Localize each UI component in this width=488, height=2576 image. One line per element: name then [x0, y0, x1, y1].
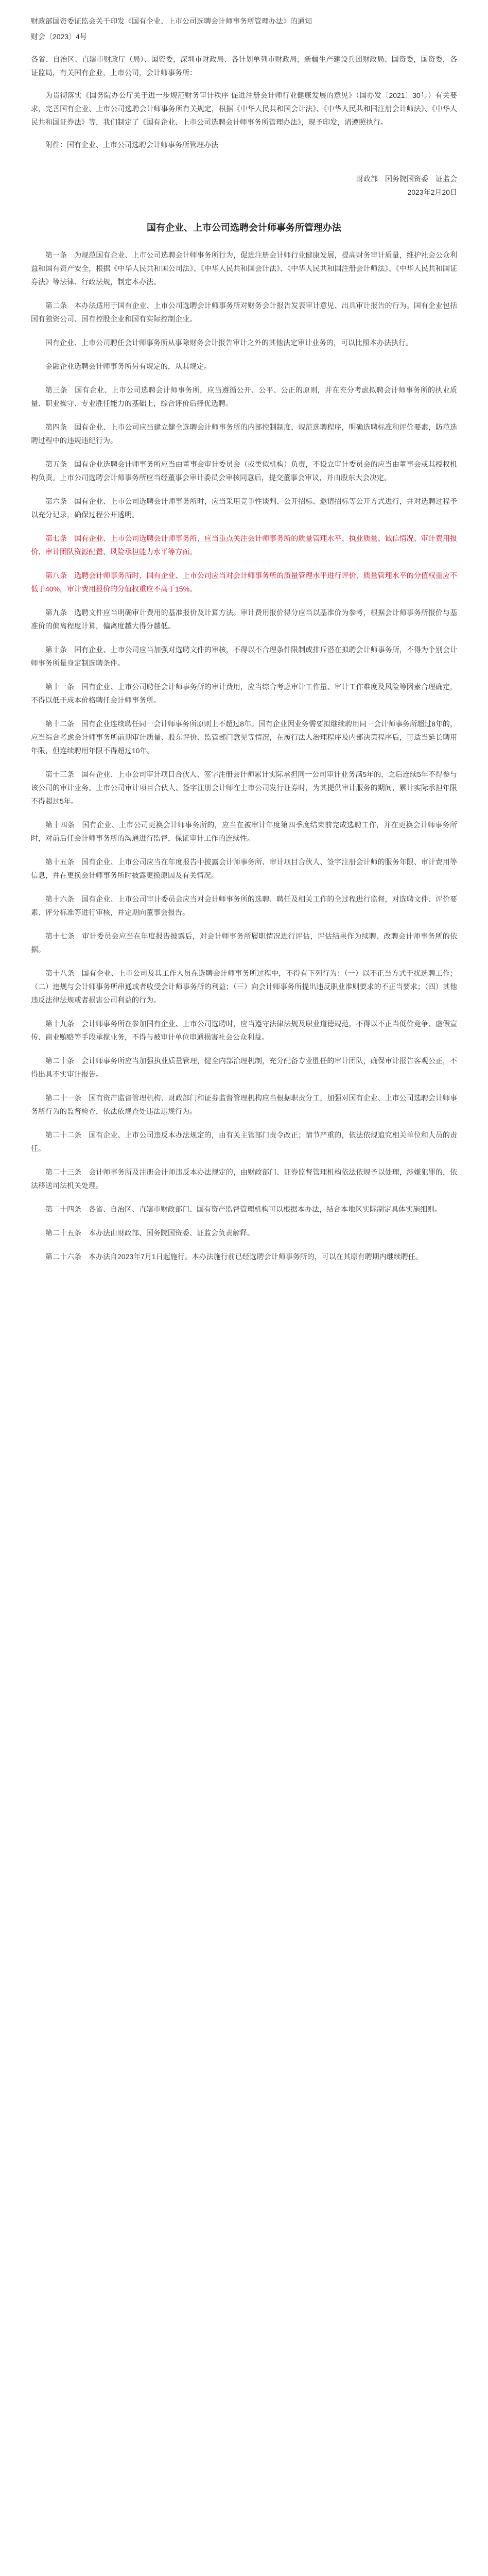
- article-paragraph: 第十六条 国有企业、上市公司审计委员会应当对会计师事务所的选聘、聘任及相关工作的全过程进行监督，对选聘文件、评价要素、评分标准等进行审核，并定期向董事会报告。: [31, 895, 457, 917]
- notice-attachment-line: 附件：国有企业、上市公司选聘会计师事务所管理办法: [45, 141, 218, 149]
- notice-body-paragraph: 为贯彻落实《国务院办公厅关于进一步规范财务审计秩序 促进注册会计师行业健康发展的意见》（国办发〔2021〕30号）有关要求，完善国有企业、上市公司选聘会计师事务所有关规定，根据《中华人民共和国会计法》、《中华人民共和国注册会计师法》、《中华人民共和国证券法》等，我们制定了《国有企业、上市公司选聘会计师事务所管理办法》，现予印发，请遵照执行。: [31, 91, 457, 126]
- article-paragraph: 第三条 国有企业、上市公司选聘会计师事务所，应当遵循公开、公平、公正的原则，并在充分考虑拟聘会计师事务所的执业质量、职业操守、专业胜任能力的基础上，综合评价后择优选聘。: [31, 386, 457, 408]
- article-paragraph: 第十九条 会计师事务所在参加国有企业、上市公司选聘时，应当遵守法律法规及职业道德规范，不得以不正当低价竞争、虚假宣传、商业贿赂等手段承揽业务，不得与被审计单位串通损害社会公众利益。: [31, 1020, 457, 1041]
- notice-addressees: 各省、自治区、直辖市财政厅（局）、国资委，深圳市财政局、各计划单列市财政局，新疆生产建设兵团财政局、国资委，国资委，各证监局，有关国有企业，上市公司，会计师事务所：: [31, 55, 457, 77]
- measures-articles: [31, 248, 457, 1263]
- article-paragraph: 第十条 国有企业、上市公司应当加强对选聘文件的审核，不得以不合理条件限制或排斥潜在拟聘会计师事务所，不得为个别会计师事务所量身定制选聘条件。: [31, 646, 457, 667]
- article-paragraph: 第十一条 国有企业、上市公司聘任会计师事务所的审计费用，应当综合考虑审计工作量、审计工作难度及风险等因素合理确定，不得以低于成本价格聘任会计师事务所。: [31, 683, 457, 704]
- article-paragraph: 第二条 本办法适用于国有企业、上市公司选聘会计师事务所对财务会计报告发表审计意见、出具审计报告的行为。国有企业包括国有独资公司、国有控股企业和国有实际控制企业。: [31, 301, 457, 323]
- article-paragraph: 第二十条 会计师事务所应当加强执业质量管理，健全内部治理机制，充分配备专业胜任的审计团队，确保审计报告客观公正，不得出具不实审计报告。: [31, 1057, 457, 1078]
- article-paragraph: 第一条 为规范国有企业、上市公司选聘会计师事务所行为，促进注册会计师行业健康发展，提高财务审计质量，维护社会公众利益和国有资产安全，根据《中华人民共和国公司法》、《中华人民共和国会计法》、《中华人民共和国注册会计师法》、《中华人民共和国证券法》等法律、行政法规，制定本办法。: [31, 251, 457, 286]
- measures-title: 国有企业、上市公司选聘会计师事务所管理办法: [147, 223, 341, 233]
- article-paragraph: 第二十一条 国有资产监督管理机构、财政部门和证券监督管理机构应当根据职责分工，加强对国有企业、上市公司选聘会计师事务所行为的监督检查，依法依规查处违法违规行为。: [31, 1094, 457, 1115]
- article-paragraph: 第二十二条 国有企业、上市公司违反本办法规定的，由有关主管部门责令改正；情节严重的，依法依规追究相关单位和人员的责任。: [31, 1131, 457, 1153]
- article-paragraph: 第六条 国有企业、上市公司选聘会计师事务所时，应当采用竞争性谈判、公开招标、邀请招标等公开方式进行，并对选聘过程予以充分记录，确保过程公开透明。: [31, 497, 457, 519]
- notice-signers: 财政部 国务院国资委 证监会: [356, 175, 457, 183]
- article-paragraph: 第五条 国有企业选聘会计师事务所应当由董事会审计委员会（或类似机构）负责，不设立审计委员会的应当由董事会或其授权机构负责。上市公司选聘会计师事务所应当经董事会审计委员会审核同意后，提交董事会审议，并由股东大会决定。: [31, 460, 457, 482]
- article-paragraph: 国有企业、上市公司聘任会计师事务所从事除财务会计报告审计之外的其他法定审计业务的，可以比照本办法执行。: [45, 338, 413, 347]
- article-paragraph: 第十五条 国有企业、上市公司应当在年度报告中披露会计师事务所、审计项目合伙人、签字注册会计师的服务年限、审计费用等信息，并在更换会计师事务所时披露更换原因及有关情况。: [31, 858, 457, 879]
- article-paragraph: 第八条 选聘会计师事务所时，国有企业、上市公司应当对会计师事务所的质量管理水平进行评价，质量管理水平的分值权重应不低于40%，审计费用报价的分值权重应不高于15%。: [31, 571, 457, 593]
- article-paragraph: 第七条 国有企业、上市公司选聘会计师事务所，应当重点关注会计师事务所的质量管理水平、执业质量、诚信情况、审计费用报价、审计团队资源配置、风险承担能力水平等方面。: [31, 534, 457, 556]
- article-paragraph: 金融企业选聘会计师事务所另有规定的，从其规定。: [45, 362, 211, 370]
- article-paragraph: 第二十三条 会计师事务所及注册会计师违反本办法规定的，由财政部门、证券监督管理机构依法依规予以处理，涉嫌犯罪的，依法移送司法机关处理。: [31, 1168, 457, 1190]
- article-paragraph: 第十二条 国有企业连续聘任同一会计师事务所原则上不超过8年。国有企业因业务需要拟继续聘用同一会计师事务所超过8年的，应当综合考虑会计师事务所前期审计质量、股东评价、监管部门意见等情况，在履行法人治理程序及内部决策程序后，可适当延长聘用年限，但连续聘用年限不得超过10年。: [31, 720, 457, 755]
- article-paragraph: 第十八条 国有企业、上市公司及其工作人员在选聘会计师事务所过程中，不得有下列行为：（一）以不正当方式干扰选聘工作；（二）违规与会计师事务所串通或者收受会计师事务所的利益；（三）向会计师事务所提出违反职业准则要求的不正当要求；（四）其他违反法律法规或者损害公司利益的行为。: [31, 969, 457, 1004]
- notice-date: 2023年2月20日: [407, 188, 457, 196]
- spacer: [31, 161, 457, 172]
- article-paragraph: 第二十六条 本办法自2023年7月1日起施行。本办法施行前已经选聘会计师事务所的，可以在其原有聘期内继续聘任。: [45, 1252, 423, 1261]
- article-paragraph: 第二十五条 本办法由财政部、国务院国资委、证监会负责解释。: [45, 1229, 254, 1237]
- article-paragraph: 第十四条 国有企业、上市公司更换会计师事务所的，应当在被审计年度第四季度结束前完成选聘工作，并在更换会计师事务所时，对前后任会计师事务所的沟通进行监督，保证审计工作的连续性。: [31, 821, 457, 842]
- article-paragraph: 第十七条 审计委员会应当在年度报告披露后，对会计师事务所履职情况进行评估，评估结果作为续聘、改聘会计师事务所的依据。: [31, 932, 457, 954]
- notice-doc-number: 财会〔2023〕4号: [31, 32, 87, 41]
- notice-title: 财政部国资委证监会关于印发《国有企业、上市公司选聘会计师事务所管理办法》的通知: [31, 17, 312, 25]
- article-paragraph: 第二十四条 各省、自治区、直辖市财政部门、国有资产监督管理机构可以根据本办法，结合本地区实际制定具体实施细则。: [45, 1205, 442, 1213]
- article-paragraph: 第十三条 国有企业、上市公司审计项目合伙人、签字注册会计师累计实际承担同一公司审计业务满5年的，之后连续5年不得参与该公司的审计业务。上市公司审计项目合伙人、签字注册会计师在上市公司发行证券时，为其提供审计服务的期间，累计实际承担年限不得超过5年。: [31, 770, 457, 805]
- spacer: [31, 199, 457, 216]
- article-paragraph: 第四条 国有企业、上市公司应当建立健全选聘会计师事务所的内部控制制度，规范选聘程序，明确选聘标准和评价要素，防范选聘过程中的违规违纪行为。: [31, 423, 457, 445]
- article-paragraph: 第九条 选聘文件应当明确审计费用的基准报价及计算方法。审计费用报价得分应当以基准价为参考，根据会计师事务所报价与基准价的偏离程度计算，偏离度越大得分越低。: [31, 608, 457, 630]
